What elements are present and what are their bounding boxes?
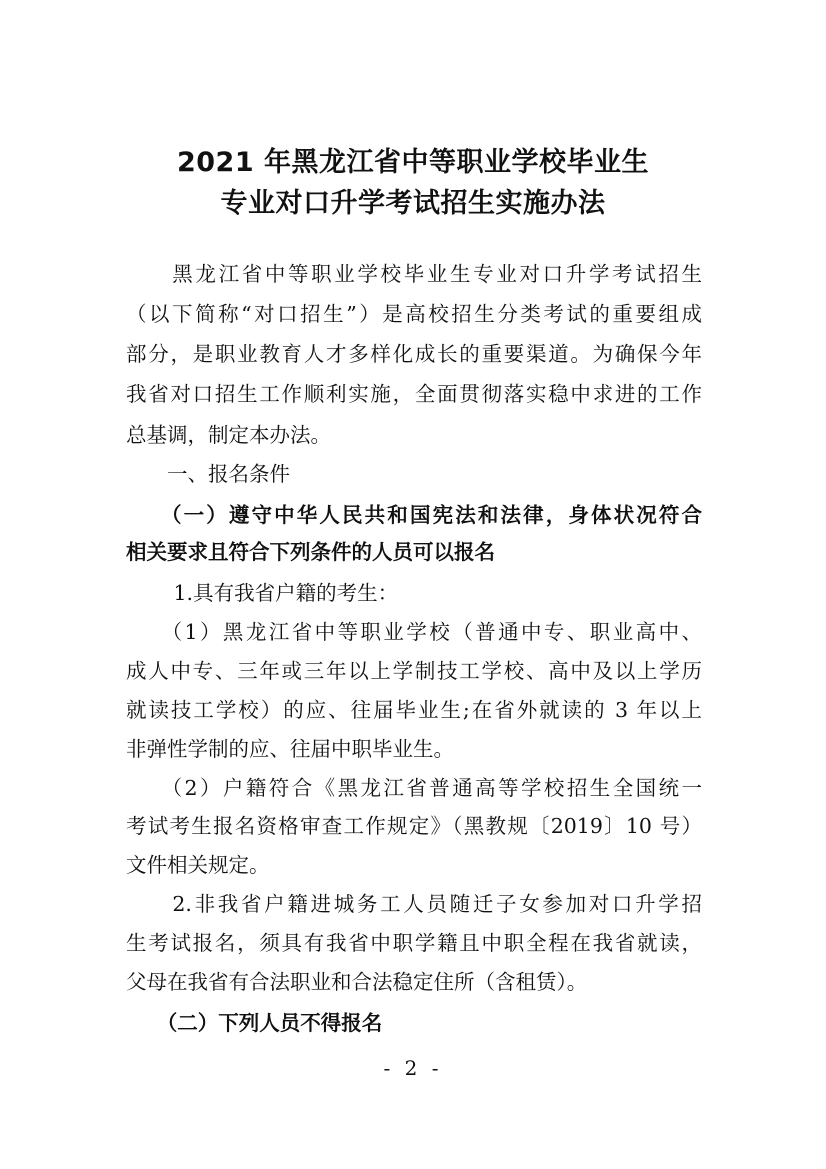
subsection-heading: （二）下列人员不得报名 (126, 1011, 383, 1035)
paragraph-line: 成人中专、三年或三年以上学制技工学校、高中及以上学历 (126, 659, 702, 683)
paragraph-line: 我省对口招生工作顺利实施，全面贯彻落实稳中求进的工作 (126, 382, 702, 406)
subsection-heading: 相关要求且符合下列条件的人员可以报名 (126, 540, 495, 564)
paragraph-line: （2）户籍符合《黑龙江省普通高等学校招生全国统一 (126, 776, 702, 800)
paragraph-line: 考试考生报名资格审查工作规定》（黑教规〔2019〕10 号） (126, 814, 702, 838)
paragraph-line: （以下简称“对口招生”）是高校招生分类考试的重要组成 (126, 302, 702, 326)
paragraph-line: 非弹性学制的应、往届中职毕业生。 (126, 737, 454, 761)
paragraph-line: 2.非我省户籍进城务工人员随迁子女参加对口升学招 (126, 892, 702, 916)
document-title-line-2: 专业对口升学考试招生实施办法 (220, 188, 606, 219)
paragraph-line: 部分，是职业教育人才多样化成长的重要渠道。为确保今年 (126, 342, 702, 366)
section-heading: 一、报名条件 (126, 462, 290, 486)
paragraph-line: 文件相关规定。 (126, 853, 270, 877)
subsection-heading: （一）遵守中华人民共和国宪法和法律，身体状况符合 (126, 503, 702, 527)
paragraph-line: 就读技工学校）的应、往届毕业生;在省外就读的 3 年以上 (126, 698, 702, 722)
page-number: - 2 - (383, 1056, 443, 1080)
paragraph-line: 生考试报名，须具有我省中职学籍且中职全程在我省就读， (126, 931, 702, 955)
document-title-line-1: 2021 年黑龙江省中等职业学校毕业生 (176, 147, 650, 178)
list-item: 1.具有我省户籍的考生： (126, 581, 399, 605)
paragraph-line: 父母在我省有合法职业和合法稳定住所（含租赁）。 (126, 970, 588, 994)
paragraph-line: （1）黑龙江省中等职业学校（普通中专、职业高中、 (126, 620, 702, 644)
paragraph-line: 总基调，制定本办法。 (126, 423, 331, 447)
paragraph-line: 黑龙江省中等职业学校毕业生专业对口升学考试招生 (126, 262, 702, 286)
